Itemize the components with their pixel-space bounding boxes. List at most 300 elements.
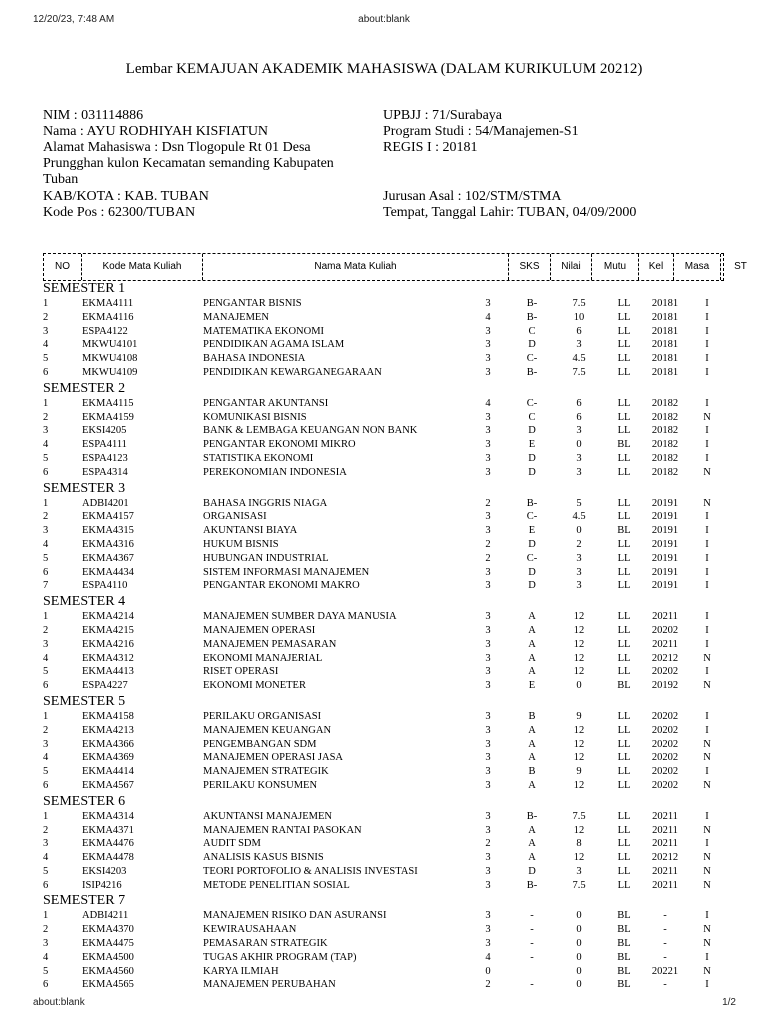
course-code: ESPA4122 (82, 325, 128, 337)
course-name: SISTEM INFORMASI MANAJEMEN (203, 566, 370, 578)
course-code: ESPA4314 (82, 466, 128, 478)
table-row (43, 424, 724, 438)
course-period: - (663, 938, 667, 950)
course-period: 20181 (651, 366, 679, 378)
course-code: EKMA4315 (82, 525, 134, 537)
table-row (43, 338, 724, 352)
course-code: ESPA4123 (82, 452, 128, 464)
course-status: I (705, 397, 709, 409)
course-status: N (703, 466, 711, 478)
row-number: 1 (43, 910, 49, 922)
row-number: 7 (43, 580, 49, 592)
print-header (0, 14, 768, 28)
course-name: ORGANISASI (203, 511, 267, 523)
table-row (43, 311, 724, 325)
course-period: 20191 (651, 580, 679, 592)
course-name: MANAJEMEN (203, 311, 269, 323)
course-credits: 3 (485, 766, 491, 778)
course-grade: A (528, 824, 536, 836)
course-status: I (705, 552, 709, 564)
course-period: 20181 (651, 353, 679, 365)
course-group: LL (617, 810, 631, 822)
course-period: 20191 (651, 497, 679, 509)
course-status: I (705, 979, 709, 991)
course-quality-points: 3 (576, 452, 582, 464)
course-quality-points: 3 (576, 580, 582, 592)
header-grade: Nilai (551, 254, 592, 280)
course-grade: E (528, 439, 536, 451)
course-code: EKMA4157 (82, 511, 134, 523)
course-quality-points: 7.5 (572, 879, 586, 891)
table-row (43, 724, 724, 738)
course-grade: A (528, 752, 536, 764)
course-quality-points: 0 (576, 680, 582, 692)
course-quality-points: 8 (576, 838, 582, 850)
course-code: EKMA4159 (82, 411, 134, 423)
course-credits: 3 (485, 366, 491, 378)
course-credits: 3 (485, 865, 491, 877)
course-group: LL (617, 638, 631, 650)
course-credits: 3 (485, 452, 491, 464)
course-status: I (705, 339, 709, 351)
course-grade: C- (526, 552, 538, 564)
row-number: 6 (43, 466, 49, 478)
course-status: N (703, 852, 711, 864)
course-quality-points: 12 (573, 611, 585, 623)
course-status: I (705, 311, 709, 323)
student-program: Program Studi : 54/Manajemen-S1 (383, 124, 579, 139)
course-code: EKMA4316 (82, 538, 134, 550)
course-group: LL (617, 566, 631, 578)
course-group: BL (617, 965, 631, 977)
row-number: 2 (43, 311, 49, 323)
course-quality-points: 5 (576, 497, 582, 509)
semester-block (43, 281, 724, 380)
course-code: EKMA4475 (82, 938, 134, 950)
table-row (43, 566, 724, 580)
course-credits: 2 (485, 497, 491, 509)
course-period: 20181 (651, 325, 679, 337)
course-status: N (703, 738, 711, 750)
student-kab-kota: KAB/KOTA : KAB. TUBAN (43, 189, 209, 204)
row-number: 4 (43, 652, 49, 664)
print-page-title: about:blank (358, 14, 410, 25)
course-grade: A (528, 779, 536, 791)
course-grade: A (528, 611, 536, 623)
row-number: 3 (43, 325, 49, 337)
course-code: EKMA4478 (82, 852, 134, 864)
course-code: ESPA4111 (82, 439, 127, 451)
course-credits: 3 (485, 710, 491, 722)
course-status: I (705, 611, 709, 623)
row-number: 6 (43, 680, 49, 692)
row-number: 3 (43, 838, 49, 850)
course-quality-points: 3 (576, 339, 582, 351)
course-group: LL (617, 452, 631, 464)
course-name: PENGANTAR EKONOMI MIKRO (203, 439, 356, 451)
course-credits: 3 (485, 810, 491, 822)
header-no: NO (44, 254, 82, 280)
table-row (43, 624, 724, 638)
course-grade: D (528, 425, 536, 437)
student-postal-code: Kode Pos : 62300/TUBAN (43, 205, 196, 220)
course-name: AKUNTANSI BIAYA (203, 525, 298, 537)
course-credits: 3 (485, 353, 491, 365)
course-group: BL (617, 680, 631, 692)
course-grade: B- (526, 879, 538, 891)
course-group: LL (617, 311, 631, 323)
course-period: 20181 (651, 311, 679, 323)
course-group: LL (617, 738, 631, 750)
header-period: Masa (674, 254, 721, 280)
course-name: MANAJEMEN PERUBAHAN (203, 979, 336, 991)
course-period: - (663, 979, 667, 991)
course-name: BANK & LEMBAGA KEUANGAN NON BANK (203, 425, 418, 437)
table-row (43, 397, 724, 411)
course-grade: B (528, 766, 536, 778)
row-number: 6 (43, 979, 49, 991)
course-status: I (705, 766, 709, 778)
course-credits: 3 (485, 724, 491, 736)
course-group: LL (617, 624, 631, 636)
course-group: LL (617, 865, 631, 877)
course-credits: 3 (485, 652, 491, 664)
course-group: LL (617, 339, 631, 351)
course-code: EKMA4413 (82, 666, 134, 678)
row-number: 4 (43, 439, 49, 451)
course-status: N (703, 879, 711, 891)
transcript-table-header (43, 253, 747, 281)
course-grade: B- (526, 298, 538, 309)
course-period: 20191 (651, 552, 679, 564)
course-group: LL (617, 466, 631, 478)
course-credits: 3 (485, 325, 491, 337)
table-row (43, 510, 724, 524)
row-number: 4 (43, 339, 49, 351)
course-period: 20202 (651, 710, 679, 722)
course-quality-points: 0 (576, 910, 582, 922)
row-number: 5 (43, 452, 49, 464)
course-credits: 3 (485, 852, 491, 864)
course-code: EKMA4565 (82, 979, 134, 991)
course-status: I (705, 298, 709, 309)
course-grade: C (528, 325, 536, 337)
course-quality-points: 6 (576, 411, 582, 423)
course-grade: B (528, 710, 536, 722)
table-row (43, 325, 724, 339)
course-code: EKMA4500 (82, 951, 134, 963)
semester-block (43, 381, 724, 480)
course-credits: 3 (485, 938, 491, 950)
course-credits: 3 (485, 924, 491, 936)
course-name: KOMUNIKASI BISNIS (203, 411, 307, 423)
course-status: I (705, 810, 709, 822)
course-quality-points: 4.5 (572, 353, 586, 365)
header-code: Kode Mata Kuliah (82, 254, 203, 280)
course-grade: B- (526, 366, 538, 378)
course-credits: 4 (485, 397, 491, 409)
course-group: LL (617, 838, 631, 850)
row-number: 4 (43, 852, 49, 864)
semester-title: SEMESTER 7 (43, 893, 126, 909)
print-footer (0, 997, 768, 1011)
table-row (43, 965, 724, 979)
row-number: 6 (43, 366, 49, 378)
course-status: N (703, 752, 711, 764)
table-row (43, 751, 724, 765)
course-quality-points: 2 (576, 538, 582, 550)
course-status: I (705, 566, 709, 578)
course-code: EKMA4369 (82, 752, 134, 764)
course-grade: A (528, 738, 536, 750)
semester-block (43, 893, 724, 992)
row-number: 3 (43, 638, 49, 650)
course-period: 20192 (651, 680, 679, 692)
course-code: MKWU4109 (82, 366, 138, 378)
row-number: 5 (43, 666, 49, 678)
row-number: 5 (43, 353, 49, 365)
course-period: 20191 (651, 538, 679, 550)
student-upbjj: UPBJJ : 71/Surabaya (383, 108, 502, 123)
table-row (43, 710, 724, 724)
course-period: 20202 (651, 666, 679, 678)
semester-title: SEMESTER 2 (43, 380, 126, 396)
course-code: EKSI4203 (82, 865, 127, 877)
course-quality-points: 12 (573, 752, 585, 764)
course-status: I (705, 838, 709, 850)
course-group: LL (617, 852, 631, 864)
course-credits: 2 (485, 538, 491, 550)
semester-title: SEMESTER 3 (43, 480, 126, 496)
table-row (43, 497, 724, 511)
course-code: EKMA4111 (82, 298, 134, 309)
course-period: 20211 (652, 865, 678, 877)
course-credits: 3 (485, 339, 491, 351)
table-row (43, 810, 724, 824)
course-code: MKWU4101 (82, 339, 138, 351)
course-grade: E (528, 680, 536, 692)
row-number: 4 (43, 951, 49, 963)
row-number: 1 (43, 611, 49, 623)
course-period: 20191 (651, 511, 679, 523)
course-status: I (705, 366, 709, 378)
course-grade: A (528, 852, 536, 864)
course-period: 20211 (652, 838, 678, 850)
course-period: 20211 (652, 611, 678, 623)
course-status: I (705, 951, 709, 963)
course-code: EKMA4312 (82, 652, 134, 664)
course-credits: 4 (485, 311, 491, 323)
course-period: 20211 (652, 879, 678, 891)
course-quality-points: 12 (573, 852, 585, 864)
course-grade: D (528, 865, 536, 877)
course-name: EKONOMI MANAJERIAL (203, 652, 323, 664)
semester-block (43, 694, 724, 793)
course-name: RISET OPERASI (203, 666, 279, 678)
course-period: 20202 (651, 779, 679, 791)
table-row (43, 538, 724, 552)
course-group: LL (617, 353, 631, 365)
course-quality-points: 0 (576, 924, 582, 936)
course-period: 20191 (651, 566, 679, 578)
course-status: N (703, 865, 711, 877)
course-code: EKMA4366 (82, 738, 134, 750)
row-number: 5 (43, 552, 49, 564)
course-credits: 3 (485, 298, 491, 309)
course-group: LL (617, 397, 631, 409)
course-grade: A (528, 624, 536, 636)
course-period: 20181 (651, 339, 679, 351)
course-grade: A (528, 652, 536, 664)
course-name: METODE PENELITIAN SOSIAL (203, 879, 350, 891)
row-number: 6 (43, 879, 49, 891)
course-code: EKMA4214 (82, 611, 134, 623)
row-number: 1 (43, 497, 49, 509)
course-name: MANAJEMEN OPERASI (203, 624, 316, 636)
table-row (43, 552, 724, 566)
course-group: LL (617, 325, 631, 337)
course-credits: 3 (485, 611, 491, 623)
print-datetime: 12/20/23, 7:48 AM (33, 14, 115, 25)
course-period: 20182 (651, 425, 679, 437)
course-period: 20211 (652, 810, 678, 822)
transcript-table-body (43, 281, 724, 993)
table-row (43, 652, 724, 666)
semester-title: SEMESTER 6 (43, 793, 126, 809)
student-regis: REGIS I : 20181 (383, 140, 478, 155)
row-number: 2 (43, 624, 49, 636)
course-grade: D (528, 580, 536, 592)
course-grade: - (530, 979, 534, 991)
course-group: LL (617, 779, 631, 791)
table-row (43, 851, 724, 865)
course-quality-points: 0 (576, 951, 582, 963)
course-grade: A (528, 838, 536, 850)
course-name: EKONOMI MONETER (203, 680, 306, 692)
course-status: I (705, 452, 709, 464)
course-status: N (703, 652, 711, 664)
course-name: AUDIT SDM (203, 838, 261, 850)
course-code: EKMA4116 (82, 311, 134, 323)
course-period: 20182 (651, 397, 679, 409)
table-row (43, 297, 724, 311)
course-name: MANAJEMEN PEMASARAN (203, 638, 337, 650)
print-footer-url: about:blank (33, 997, 85, 1008)
course-status: I (705, 325, 709, 337)
course-quality-points: 7.5 (572, 366, 586, 378)
row-number: 4 (43, 538, 49, 550)
row-number: 3 (43, 525, 49, 537)
course-grade: E (528, 525, 536, 537)
course-code: EKMA4216 (82, 638, 134, 650)
row-number: 1 (43, 810, 49, 822)
course-status: I (705, 638, 709, 650)
table-row (43, 352, 724, 366)
course-name: PEREKONOMIAN INDONESIA (203, 466, 347, 478)
course-period: 20182 (651, 439, 679, 451)
row-number: 5 (43, 965, 49, 977)
header-quality: Mutu (592, 254, 639, 280)
course-group: LL (617, 710, 631, 722)
course-group: LL (617, 366, 631, 378)
course-group: BL (617, 938, 631, 950)
course-grade: D (528, 339, 536, 351)
course-status: I (705, 724, 709, 736)
semester-block (43, 481, 724, 594)
course-code: MKWU4108 (82, 353, 138, 365)
course-status: N (703, 497, 711, 509)
course-credits: 3 (485, 439, 491, 451)
course-name: AKUNTANSI MANAJEMEN (203, 810, 332, 822)
row-number: 1 (43, 397, 49, 409)
row-number: 3 (43, 425, 49, 437)
course-period: - (663, 924, 667, 936)
course-quality-points: 7.5 (572, 810, 586, 822)
course-group: LL (617, 580, 631, 592)
course-status: N (703, 680, 711, 692)
course-group: BL (617, 910, 631, 922)
course-name: MANAJEMEN RANTAI PASOKAN (203, 824, 362, 836)
table-row (43, 610, 724, 624)
course-name: BAHASA INDONESIA (203, 353, 306, 365)
table-row (43, 452, 724, 466)
course-credits: 3 (485, 910, 491, 922)
course-code: EKMA4567 (82, 779, 134, 791)
course-name: MATEMATIKA EKONOMI (203, 325, 325, 337)
course-code: EKMA4414 (82, 766, 134, 778)
course-group: BL (617, 951, 631, 963)
course-quality-points: 9 (576, 766, 582, 778)
course-quality-points: 6 (576, 397, 582, 409)
table-row (43, 879, 724, 893)
course-quality-points: 12 (573, 652, 585, 664)
course-credits: 3 (485, 666, 491, 678)
course-quality-points: 0 (576, 938, 582, 950)
table-row (43, 366, 724, 380)
course-status: I (705, 580, 709, 592)
course-period: 20211 (652, 824, 678, 836)
course-code: EKMA4158 (82, 710, 134, 722)
course-credits: 3 (485, 411, 491, 423)
course-group: BL (617, 439, 631, 451)
course-status: I (705, 525, 709, 537)
semester-title: SEMESTER 1 (43, 281, 126, 296)
table-row (43, 765, 724, 779)
course-quality-points: 10 (573, 311, 585, 323)
course-period: 20221 (651, 965, 679, 977)
table-row (43, 837, 724, 851)
semester-title: SEMESTER 4 (43, 594, 126, 610)
course-group: LL (617, 724, 631, 736)
row-number: 2 (43, 724, 49, 736)
table-row (43, 665, 724, 679)
student-name: Nama : AYU RODHIYAH KISFIATUN (43, 124, 269, 139)
course-code: EKMA4115 (82, 397, 134, 409)
course-status: I (705, 353, 709, 365)
header-sks: SKS (509, 254, 551, 280)
course-period: - (663, 910, 667, 922)
table-row (43, 579, 724, 593)
course-code: EKMA4371 (82, 824, 134, 836)
course-name: MANAJEMEN OPERASI JASA (203, 752, 344, 764)
table-row (43, 738, 724, 752)
row-number: 2 (43, 924, 49, 936)
course-code: EKMA4215 (82, 624, 134, 636)
course-period: 20211 (652, 638, 678, 650)
table-row (43, 438, 724, 452)
course-code: EKMA4560 (82, 965, 134, 977)
header-status: ST (734, 261, 747, 272)
